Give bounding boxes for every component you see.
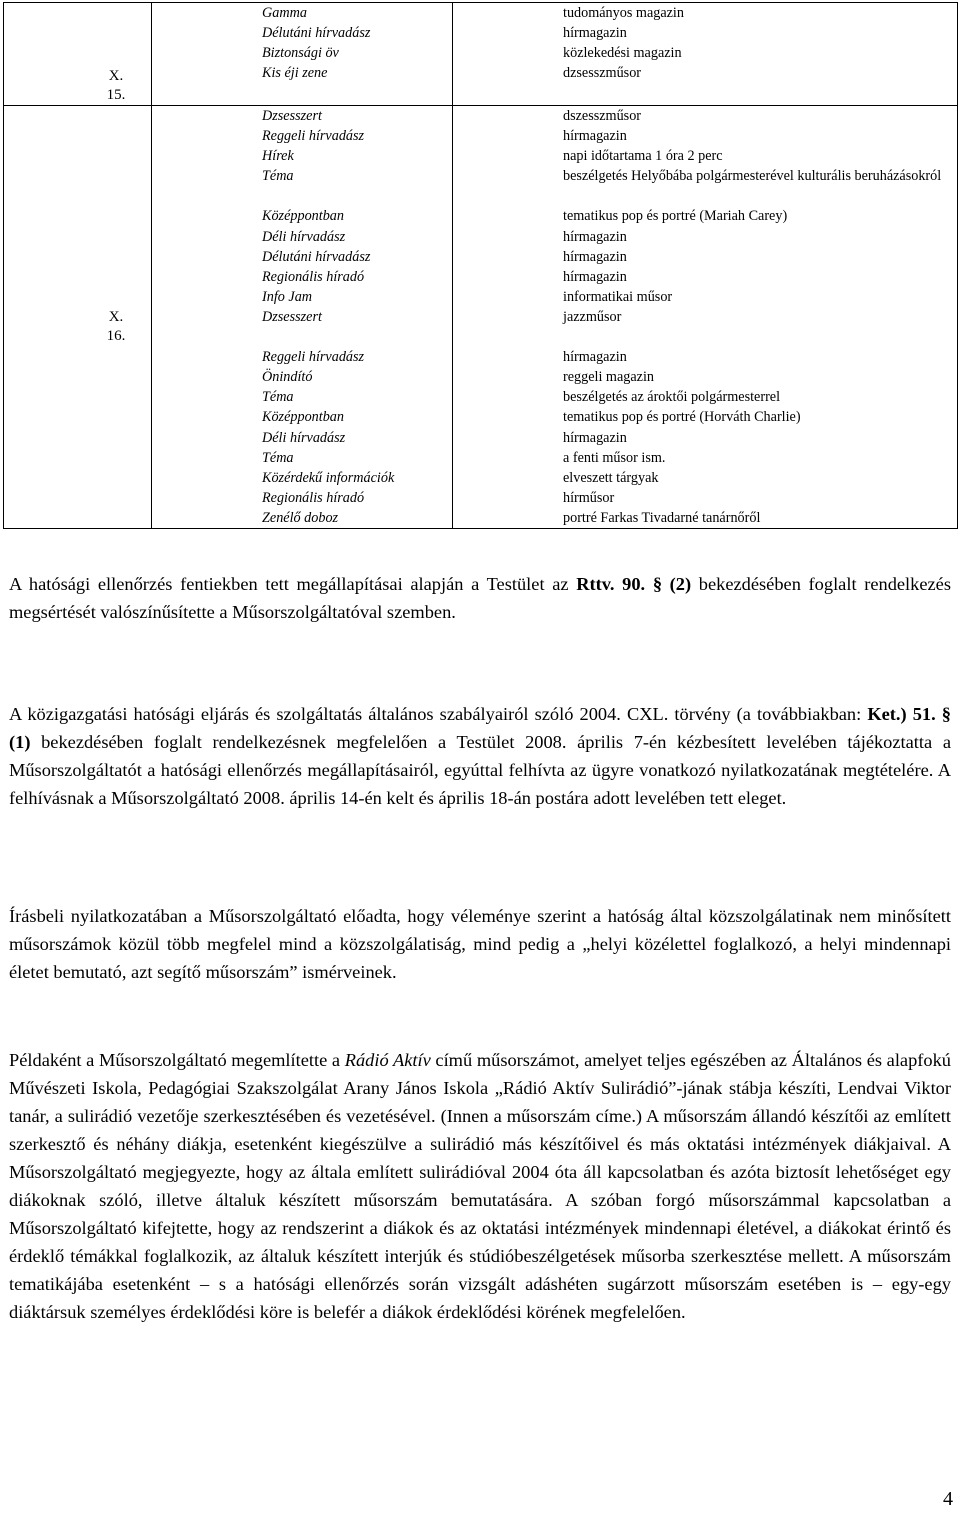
paragraph-1: [9, 570, 951, 626]
program-desc: hírműsor: [563, 489, 615, 506]
program-title: Déli hírvadász: [262, 228, 346, 245]
program-desc: portré Farkas Tivadarné tanárnőről: [563, 509, 761, 526]
program-desc: reggeli magazin: [563, 369, 654, 386]
program-title: Gamma: [262, 5, 307, 21]
program-title: Hírek: [262, 148, 294, 165]
program-title: Középpontban: [262, 409, 344, 426]
schedule-table-container: [0, 0, 960, 529]
program-desc: informatikai műsor: [563, 288, 673, 305]
program-desc: hírmagazin: [563, 228, 627, 245]
table-row: [4, 3, 958, 106]
legal-reference: Ket.) 51. § (1): [9, 704, 951, 752]
descriptions-cell: [453, 3, 958, 106]
legal-reference: Rttv. 90. § (2): [576, 574, 692, 594]
program-title: Téma: [262, 389, 294, 406]
day-label: X. 15.: [106, 68, 126, 103]
program-title: Dzsesszert: [262, 308, 322, 325]
paragraph-3: [9, 902, 951, 986]
program-desc: tematikus pop és portré (Mariah Carey): [563, 208, 788, 225]
program-title: Délutáni hírvadász: [262, 248, 371, 265]
paragraph-text: Példaként a Műsorszolgáltató megemlítette a: [9, 1050, 345, 1070]
program-desc: hírmagazin: [563, 268, 627, 285]
program-desc: napi időtartama 1 óra 2 perc: [563, 148, 723, 165]
day-cell: [4, 3, 152, 106]
program-title: Önindító: [262, 369, 313, 386]
program-desc: tematikus pop és portré (Horváth Charlie): [563, 409, 801, 426]
paragraph-text: bekezdésében foglalt rendelkezésnek megfelelően a Testület 2008. április 7-én kézbesített levelében tájékoztatta a Műsorszolgáltatót a hatósági ellenőrzés megállapításairól, egyúttal felhívta az ügyre vonatkozó nyilatkozatának megtételére. A felhívásnak a Műsorszolgáltató 2008. április 14-én kelt és április 18-án postára adott levelében tett eleget.: [9, 732, 951, 808]
titles-cell: [152, 3, 453, 106]
program-title: Zenélő doboz: [262, 509, 339, 526]
program-title: Közérdekű információk: [262, 469, 395, 486]
paragraph-4: [9, 1046, 951, 1326]
program-name: Rádió Aktív: [344, 1050, 431, 1070]
day-cell: [4, 106, 152, 529]
page-number: 4: [943, 1488, 953, 1510]
program-desc: elveszett tárgyak: [563, 469, 659, 486]
program-desc: beszélgetés az ároktői polgármesterrel: [563, 389, 781, 406]
program-desc: jazzműsor: [563, 308, 622, 325]
program-desc: hírmagazin: [563, 349, 627, 366]
program-title: Info Jam: [262, 288, 313, 305]
program-desc: közlekedési magazin: [563, 45, 682, 62]
paragraph-text: című műsorszámot, amelyet teljes egészében az Általános és alapfokú Művészeti Iskola, Pedagógiai Szakszolgálat Arany János Iskola „Rádió Aktív Sulirádió”-jának stábja készíti, Lendvai Viktor tanár, a sulirádió vezetője szerkesztésében és vezetésével. (Innen a műsorszám címe.) A műsorszám állandó készítői az említett szerkesztő és néhány diákja, esetenként kiegészülve a sulirádió más készítőivel és más oktatási intézmények diákjaival. A Műsorszolgáltató megjegyezte, hogy az általa említett sulirádióval 2004 óta áll kapcsolatban és azóta biztosít lehetőséget egy diákoknak szóló, illetve általuk készített műsorszám bemutatására. A szóban forgó műsorszámmal kapcsolatban a Műsorszolgáltató kifejtette, hogy az rendszerint a diákok és az oktatási intézmények mindennapi életével, a diákokat érintő és érdeklő témákkal foglalkozik, az általuk készített interjúk és stúdióbeszélgetések műsorba szerkesztése mellett. A műsorszám tematikájába esetenként – s a hatósági ellenőrzés során vizsgált adáshéten sugárzott műsorszám esetében is – egy-egy diáktársuk személyes érdeklődési köre is belefér a diákok érdeklődési körének megfelelően.: [9, 1050, 951, 1322]
program-title: Regionális híradó: [262, 489, 365, 506]
program-desc: dzsesszműsor: [563, 65, 642, 82]
titles-cell: [152, 106, 453, 529]
program-title: Déli hírvadász: [262, 429, 346, 446]
program-title: Dzsesszert: [262, 108, 322, 124]
paragraph-text: A közigazgatási hatósági eljárás és szolgáltatás általános szabályairól szóló 2004. CXL. törvény (a továbbiakban:: [9, 704, 868, 724]
paragraph-2: [9, 700, 951, 812]
program-desc: hírmagazin: [563, 128, 627, 145]
program-title: Délutáni hírvadász: [262, 25, 371, 42]
program-title: Reggeli hírvadász: [262, 128, 365, 145]
program-desc: a fenti műsor ism.: [563, 449, 666, 466]
descriptions-cell: [453, 106, 958, 529]
program-title: Reggeli hírvadász: [262, 349, 365, 366]
program-title: Középpontban: [262, 208, 344, 225]
program-title: Téma: [262, 449, 294, 466]
program-desc: hírmagazin: [563, 25, 627, 42]
paragraph-text: bekezdésében foglalt rendelkezés megsértését valószínűsítette a Műsorszolgáltatóval szemben.: [9, 574, 952, 622]
program-desc: beszélgetés Helyőbába polgármesterével kulturális beruházásokról: [563, 168, 942, 185]
program-title: Regionális híradó: [262, 268, 365, 285]
program-title: Kis éji zene: [262, 65, 328, 82]
program-desc: hírmagazin: [563, 248, 627, 265]
table-row: [4, 106, 958, 529]
program-title: Téma: [262, 168, 294, 185]
schedule-table: [3, 2, 958, 529]
paragraph-text: A hatósági ellenőrzés fentiekben tett megállapításai alapján a Testület az: [9, 574, 577, 594]
program-title: Biztonsági öv: [262, 45, 339, 62]
paragraph-text: Írásbeli nyilatkozatában a Műsorszolgáltató előadta, hogy véleménye szerint a hatóság által közszolgálatinak nem minősített műsorszámok közül több megfelel mind a közszolgálatiság, mind pedig a „helyi közélettel foglalkozó, a helyi mindennapi életet bemutató, azt segítő műsorszám” ismérveinek.: [9, 906, 951, 982]
program-desc: tudományos magazin: [563, 5, 684, 21]
program-desc: dszesszműsor: [563, 108, 642, 124]
program-desc: hírmagazin: [563, 429, 627, 446]
day-label: X. 16.: [106, 309, 126, 344]
